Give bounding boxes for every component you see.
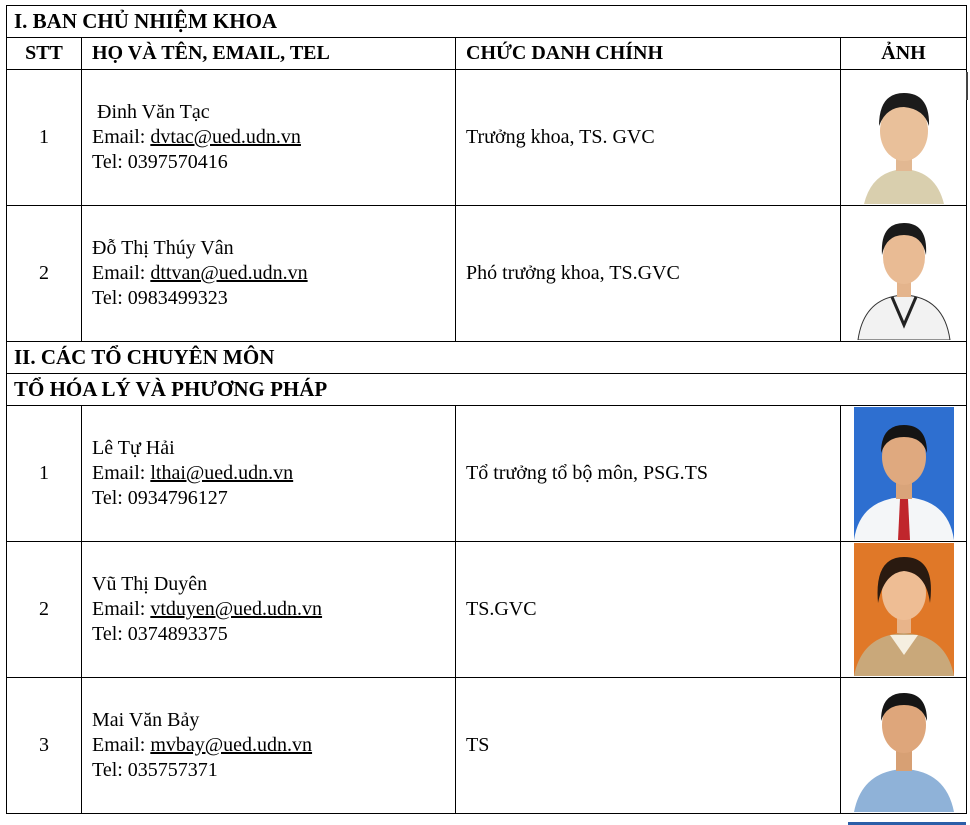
person-name: Lê Tự Hải — [92, 437, 175, 459]
page-edge-mark — [966, 72, 968, 100]
portrait-man-icon — [854, 71, 954, 204]
row-info — [82, 70, 456, 206]
portrait-woman-icon — [854, 543, 954, 676]
row-stt: 2 — [7, 206, 82, 342]
person-tel: Tel: 0983499323 — [92, 287, 228, 309]
table-row — [7, 406, 967, 542]
person-email-line — [92, 597, 455, 622]
header-name: HỌ VÀ TÊN, EMAIL, TEL — [82, 38, 456, 70]
email-link[interactable]: dvtac@ued.udn.vn — [150, 126, 301, 148]
email-link[interactable]: vtduyen@ued.udn.vn — [150, 598, 323, 620]
portrait-man-icon — [854, 679, 954, 812]
person-title: TS — [456, 678, 841, 814]
person-name: Đỗ Thị Thúy Vân — [92, 237, 234, 259]
portrait-man-icon — [854, 407, 954, 540]
person-tel: Tel: 0397570416 — [92, 151, 228, 173]
person-title: Phó trưởng khoa, TS.GVC — [456, 206, 841, 342]
person-email-line — [92, 125, 455, 150]
person-title: Trưởng khoa, TS. GVC — [456, 70, 841, 206]
row-stt: 1 — [7, 406, 82, 542]
photo-cell — [841, 678, 967, 814]
person-tel: Tel: 0374893375 — [92, 623, 228, 645]
person-title: Tổ trưởng tổ bộ môn, PSG.TS — [456, 406, 841, 542]
person-email-line — [92, 261, 455, 286]
email-prefix: Email: — [92, 126, 151, 148]
header-stt: STT — [7, 38, 82, 70]
email-prefix: Email: — [92, 462, 151, 484]
header-title: CHỨC DANH CHÍNH — [456, 38, 841, 70]
person-name: Đinh Văn Tạc — [92, 101, 210, 123]
photo-cell — [841, 542, 967, 678]
portrait-woman-icon — [854, 207, 954, 340]
person-name: Vũ Thị Duyên — [92, 573, 208, 595]
table-row — [7, 678, 967, 814]
section-title-groups: II. CÁC TỔ CHUYÊN MÔN — [7, 342, 967, 374]
row-info — [82, 542, 456, 678]
row-info — [82, 206, 456, 342]
email-link[interactable]: dttvan@ued.udn.vn — [150, 262, 308, 284]
table-row — [7, 542, 967, 678]
table-row — [7, 206, 967, 342]
row-info — [82, 678, 456, 814]
person-name: Mai Văn Bảy — [92, 709, 200, 731]
table-row — [7, 70, 967, 206]
row-stt: 2 — [7, 542, 82, 678]
section-title-board: I. BAN CHỦ NHIỆM KHOA — [7, 6, 967, 38]
row-stt: 1 — [7, 70, 82, 206]
photo-cell — [841, 406, 967, 542]
email-prefix: Email: — [92, 598, 151, 620]
person-tel: Tel: 0934796127 — [92, 487, 228, 509]
row-info — [82, 406, 456, 542]
person-title: TS.GVC — [456, 542, 841, 678]
email-prefix: Email: — [92, 262, 151, 284]
table-header-row — [7, 38, 967, 70]
email-prefix: Email: — [92, 734, 151, 756]
row-stt: 3 — [7, 678, 82, 814]
photo-cell — [841, 206, 967, 342]
email-link[interactable]: lthai@ued.udn.vn — [150, 462, 294, 484]
faculty-table — [6, 5, 967, 814]
subsection-title: TỔ HÓA LÝ VÀ PHƯƠNG PHÁP — [7, 374, 967, 406]
photo-cell — [841, 70, 967, 206]
person-tel: Tel: 035757371 — [92, 759, 218, 781]
email-link[interactable]: mvbay@ued.udn.vn — [150, 734, 313, 756]
person-email-line — [92, 461, 455, 486]
person-email-line — [92, 733, 455, 758]
header-photo: ẢNH — [841, 38, 967, 70]
